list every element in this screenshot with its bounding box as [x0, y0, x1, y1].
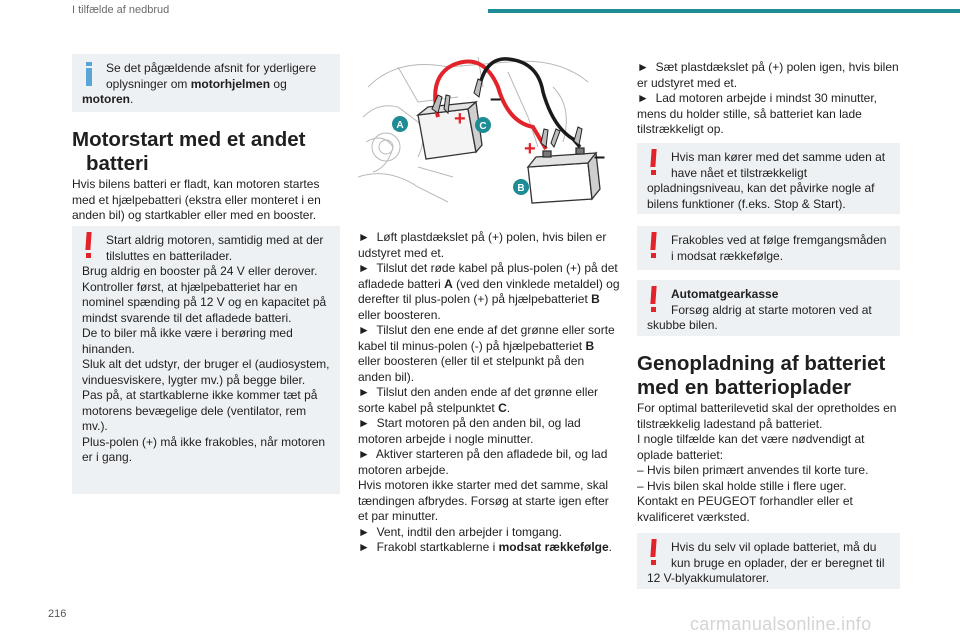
warning-icon: [85, 232, 93, 258]
recharge-body: For optimal batterilevetid skal der opretholdes en tilstrækkelig ladestand på batteriet. I nogle tilfælde kan det være nødvendigt at oplade batteriet: – Hvis bilen primært anvendes til korte ture. – Hvis bilen skal holde stille i flere uger. Kontakt en PEUGEOT forhandler eller et kvalificeret værksted.: [637, 401, 897, 524]
reinstall-steps: [637, 60, 905, 138]
step: ► Sæt plastdækslet på (+) polen igen, hvis bilen er udstyret med et.: [637, 60, 899, 90]
warning-line: Pas på, at startkablerne ikke kommer tæt på motorens bevægelige dele (ventilator, rem mv.).: [82, 388, 318, 433]
label-c-marker: [475, 117, 491, 133]
label-c: C: [479, 121, 487, 132]
battery-b: [528, 148, 600, 203]
step: ► Frakobl startkablerne i modsat rækkefølge.: [358, 540, 613, 554]
warning-line: Plus-polen (+) må ikke frakobles, når motoren er i gang.: [82, 434, 326, 464]
step: ► Vent, indtil den arbejder i tomgang.: [358, 524, 563, 539]
label-a-marker: [392, 116, 408, 132]
warning-box-charger: Hvis du selv vil oplade batteriet, må du kun bruge en oplader, der er beregnet til 12 V-blyakkumulatorer.: [637, 533, 900, 589]
step: ► Lad motoren arbejde i mindst 30 minutter, mens du holder stille, så batteriet kan lade tilstrækkeligt op.: [637, 91, 878, 136]
battery-a: [418, 102, 482, 159]
warning-line: Kontroller først, at hjælpebatteriet har en nominel spænding på 12 V og en kapacitet på mindst svarende til det afladede batteri.: [82, 279, 327, 325]
warning-line: Brug aldrig en booster på 24 V eller derover.: [82, 264, 318, 278]
step: ► Løft plastdækslet på (+) polen, hvis bilen er udstyret med et.: [358, 230, 607, 260]
warning-icon: [650, 286, 658, 312]
info-icon: [86, 62, 92, 86]
section-header: I tilfælde af nedbrud: [72, 4, 170, 16]
watermark: carmanualsonline.info: [690, 614, 872, 634]
info-text-line2: oplysninger om motorhjelmen og: [106, 76, 287, 91]
step: ► Aktiver starteren på den afladede bil, og lad motoren arbejde.: [358, 447, 608, 477]
info-box: [72, 54, 340, 112]
label-a: A: [396, 120, 404, 131]
warning-first-line: Start aldrig motoren, samtidig med at der tilsluttes en batterilader.: [106, 233, 324, 263]
warning-line: Sluk alt det udstyr, der bruger el (audiosystem, vinduesviskere, lygter mv.) på begge biler.: [82, 357, 330, 387]
warning-icon: [650, 232, 658, 258]
label-b-marker: [513, 179, 529, 195]
jumpstart-intro: Hvis bilens batteri er fladt, kan motoren startes med et hjælpebatteri (ekstra eller monteret i en anden bil) og startkabler eller med en booster.: [72, 177, 321, 222]
plus-sign-b: +: [524, 138, 536, 160]
step-note: Hvis motoren ikke starter med det samme, skal tændingen afbrydes. Forsøg at starte igen efter et par minutter.: [358, 478, 609, 523]
warning-icon: [650, 539, 658, 565]
warning-box-jumpstart: [72, 226, 340, 494]
warning-box-automatic: Automatgearkasse Forsøg aldrig at starte motoren ved at skubbe bilen.: [637, 280, 900, 336]
minus-sign-c: –: [490, 88, 502, 110]
step: ► Tilslut det røde kabel på plus-polen (+) på det afladede batteri A (ved den vinklede metaldel) og derefter til plus-polen (+) på hjælpebatteriet B eller boosteren.: [358, 261, 620, 322]
step: ► Start motoren på den anden bil, og lad motoren arbejde i nogle minutter.: [358, 416, 581, 446]
column-middle-steps: [358, 230, 620, 556]
info-text-line3: motoren.: [82, 92, 134, 106]
label-b: B: [517, 183, 525, 194]
section-heading-recharge: Genopladning af batteriet med en batterioplader: [637, 352, 886, 399]
section-heading-jumpstart: Motorstart med et andet batteri: [72, 128, 306, 175]
warning-box-driving: Hvis man kører med det samme uden at have nået et tilstrækkeligt opladningsniveau, kan det påvirke nogle af bilens funktioner (f.eks. Stop & Start).: [637, 143, 900, 214]
info-text-line1: Se det pågældende afsnit for yderligere: [106, 61, 317, 75]
step: ► Tilslut den ene ende af det grønne eller sorte kabel til minus-polen (-) på hjælpebatteriet B eller boosteren (eller til et stelpunkt på den anden bil).: [358, 323, 615, 384]
warning-line: De to biler må ikke være i berøring med hinanden.: [82, 326, 293, 356]
page-number: 216: [48, 608, 67, 620]
step: ► Tilslut den anden ende af det grønne eller sorte kabel på stelpunktet C.: [358, 385, 599, 415]
header-accent-bar: [488, 9, 960, 13]
jumpstart-illustration: [358, 47, 620, 205]
warning-box-disconnect: Frakobles ved at følge fremgangsmåden i modsat rækkefølge.: [637, 226, 900, 270]
plus-sign-a: +: [454, 108, 466, 130]
warning-icon: [650, 149, 658, 175]
minus-sign-b: –: [594, 146, 606, 168]
